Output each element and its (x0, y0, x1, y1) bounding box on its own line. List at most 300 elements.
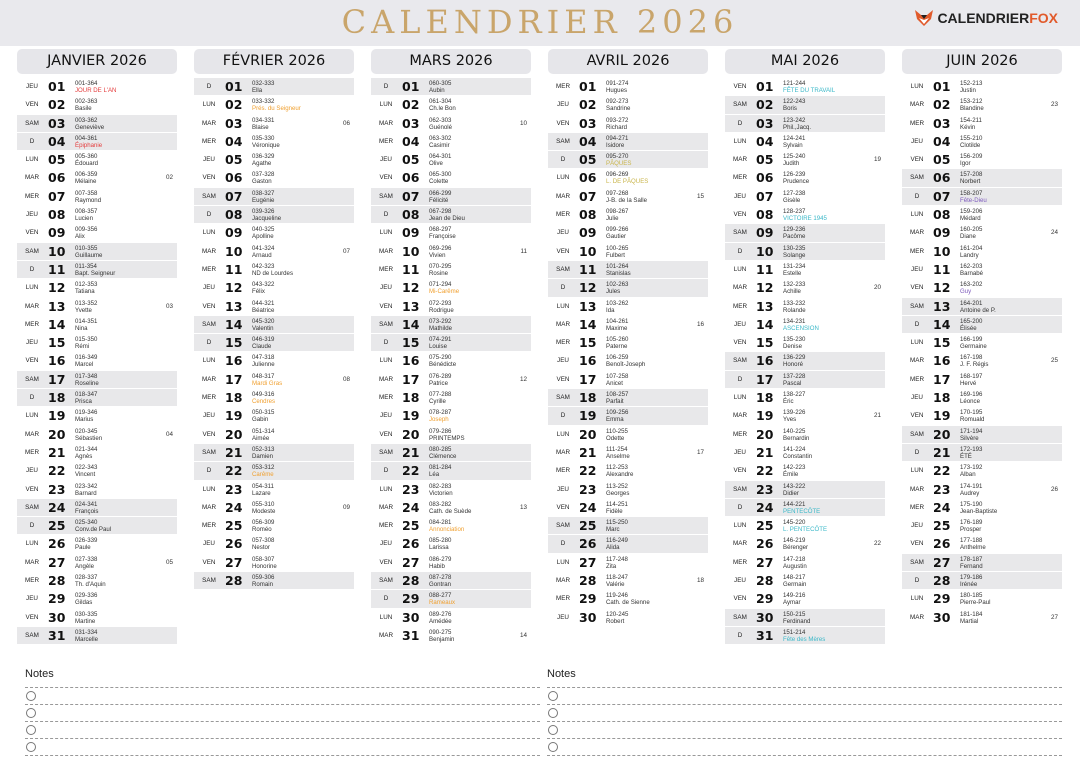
day-row[interactable] (725, 188, 885, 206)
day-of-year: 090-275 (429, 628, 452, 636)
day-row[interactable] (17, 554, 177, 572)
day-row[interactable] (548, 535, 708, 553)
day-of-year: 177-188 (960, 537, 983, 545)
saint-name: Solange (783, 251, 806, 259)
day-row[interactable] (548, 115, 708, 133)
day-name: LUN (910, 83, 924, 90)
day-row[interactable] (902, 334, 1062, 352)
month-column (548, 49, 708, 627)
day-row[interactable] (902, 499, 1062, 517)
day-row[interactable] (17, 151, 177, 169)
day-row[interactable] (371, 334, 531, 352)
saint-name: Véronique (252, 141, 280, 149)
day-of-year: 145-220 (783, 519, 806, 527)
day-row[interactable] (371, 224, 531, 242)
day-row[interactable] (371, 298, 531, 316)
day-row[interactable] (194, 316, 354, 334)
day-row[interactable] (17, 224, 177, 242)
notes-line[interactable] (25, 705, 540, 722)
days-list (371, 78, 531, 645)
day-number: 08 (225, 207, 243, 223)
day-row[interactable] (194, 96, 354, 114)
day-row[interactable] (371, 462, 531, 480)
day-row[interactable] (194, 243, 354, 261)
saint-name: Fernand (960, 562, 983, 570)
day-row[interactable] (17, 535, 177, 553)
day-row[interactable] (725, 224, 885, 242)
day-name: LUN (379, 101, 393, 109)
day-row[interactable] (902, 481, 1062, 499)
day-of-year: 114-251 (606, 500, 628, 508)
day-name: LUN (910, 211, 924, 219)
day-row[interactable] (194, 554, 354, 572)
notes-line[interactable] (547, 722, 1062, 739)
notes-line[interactable] (547, 739, 1062, 756)
day-row[interactable] (194, 499, 354, 517)
day-row[interactable] (17, 444, 177, 462)
day-row[interactable] (371, 133, 531, 151)
day-row[interactable] (194, 206, 354, 224)
day-row[interactable] (371, 499, 531, 517)
day-row[interactable] (548, 298, 708, 316)
day-row[interactable] (725, 499, 885, 517)
day-row[interactable] (17, 481, 177, 499)
day-number: 27 (756, 554, 774, 570)
day-row[interactable] (17, 590, 177, 608)
day-row[interactable] (17, 371, 177, 389)
saint-name: Valentin (252, 324, 274, 332)
day-name: D (383, 595, 389, 603)
day-row[interactable] (17, 206, 177, 224)
day-number: 25 (402, 518, 420, 534)
day-row[interactable] (194, 261, 354, 279)
day-row[interactable] (902, 371, 1062, 389)
day-number: 07 (933, 188, 951, 204)
day-row[interactable] (194, 169, 354, 187)
day-row[interactable] (548, 188, 708, 206)
day-row[interactable] (194, 389, 354, 407)
day-number: 16 (756, 353, 774, 369)
week-number: 07 (342, 247, 350, 255)
saint-name: Cyrille (429, 398, 446, 406)
day-name: LUN (733, 394, 747, 402)
day-row[interactable] (194, 298, 354, 316)
day-number: 25 (579, 518, 597, 534)
day-row[interactable] (371, 609, 531, 627)
day-row[interactable] (725, 389, 885, 407)
day-row[interactable] (902, 261, 1062, 279)
day-row[interactable] (902, 535, 1062, 553)
day-name: MER (556, 339, 570, 347)
holiday-label: Cendres (252, 398, 276, 406)
day-row[interactable] (194, 133, 354, 151)
day-row[interactable] (371, 96, 531, 114)
day-row[interactable] (725, 535, 885, 553)
day-name: LUN (25, 156, 39, 164)
day-row[interactable] (194, 462, 354, 480)
day-of-year: 167-198 (960, 354, 983, 362)
day-name: D (560, 156, 566, 164)
day-number: 22 (402, 463, 420, 479)
day-row[interactable] (371, 481, 531, 499)
saint-name: Apolline (252, 233, 274, 241)
day-row[interactable] (17, 352, 177, 370)
day-row[interactable] (194, 334, 354, 352)
day-row[interactable] (902, 224, 1062, 242)
day-row[interactable] (371, 590, 531, 608)
day-row[interactable] (548, 426, 708, 444)
day-name: LUN (733, 522, 747, 530)
day-row[interactable] (371, 151, 531, 169)
day-row[interactable] (902, 133, 1062, 151)
day-row[interactable] (548, 407, 708, 425)
day-row[interactable] (371, 78, 531, 96)
day-row[interactable] (17, 462, 177, 480)
day-row[interactable] (548, 389, 708, 407)
day-row[interactable] (194, 188, 354, 206)
day-name: MAR (556, 320, 570, 328)
day-of-year: 092-273 (606, 98, 629, 106)
day-row[interactable] (548, 316, 708, 334)
day-row[interactable] (371, 407, 531, 425)
saint-name: Valérie (606, 581, 625, 589)
day-row[interactable] (17, 572, 177, 590)
day-row[interactable] (17, 407, 177, 425)
day-number: 24 (756, 499, 774, 515)
day-name: VEN (733, 467, 747, 475)
day-number: 04 (933, 133, 951, 149)
day-of-year: 040-325 (252, 226, 275, 234)
notes-line[interactable] (547, 688, 1062, 705)
day-row[interactable] (725, 169, 885, 187)
day-row[interactable] (17, 426, 177, 444)
day-row[interactable] (17, 115, 177, 133)
day-number: 01 (933, 79, 951, 94)
day-row[interactable] (725, 115, 885, 133)
day-row[interactable] (371, 279, 531, 297)
week-number: 22 (873, 540, 881, 548)
day-row[interactable] (902, 151, 1062, 169)
day-row[interactable] (371, 188, 531, 206)
day-row[interactable] (194, 426, 354, 444)
day-row[interactable] (194, 371, 354, 389)
day-row[interactable] (548, 96, 708, 114)
day-row[interactable] (902, 389, 1062, 407)
saint-name: Victorien (429, 489, 453, 497)
day-row[interactable] (902, 243, 1062, 261)
day-name: JEU (380, 412, 392, 420)
saint-name: Kévin (960, 123, 976, 131)
day-of-year: 115-250 (606, 519, 628, 527)
day-row[interactable] (17, 133, 177, 151)
day-of-year: 088-277 (429, 592, 452, 600)
day-row[interactable] (548, 133, 708, 151)
day-row[interactable] (902, 78, 1062, 96)
day-of-year: 104-261 (606, 317, 629, 325)
day-row[interactable] (194, 407, 354, 425)
day-row[interactable] (371, 389, 531, 407)
day-row[interactable] (725, 444, 885, 462)
week-number: 18 (696, 577, 704, 585)
day-row[interactable] (725, 462, 885, 480)
day-row[interactable] (371, 535, 531, 553)
day-name: SAM (733, 613, 747, 621)
day-row[interactable] (548, 554, 708, 572)
notes-line[interactable] (25, 722, 540, 739)
day-row[interactable] (17, 389, 177, 407)
day-row[interactable] (902, 96, 1062, 114)
day-of-year: 131-234 (783, 262, 806, 270)
saint-name: Anselme (606, 452, 630, 460)
day-row[interactable] (548, 206, 708, 224)
day-number: 26 (225, 536, 243, 552)
day-name: VEN (910, 412, 924, 420)
day-row[interactable] (548, 261, 708, 279)
day-row[interactable] (194, 481, 354, 499)
day-name: JEU (380, 156, 392, 164)
day-row[interactable] (902, 444, 1062, 462)
day-row[interactable] (725, 554, 885, 572)
day-row[interactable] (725, 206, 885, 224)
day-row[interactable] (17, 169, 177, 187)
day-row[interactable] (548, 590, 708, 608)
day-number: 18 (579, 390, 597, 406)
day-row[interactable] (725, 572, 885, 590)
day-name: LUN (379, 229, 393, 237)
holiday-label: Mardi Gras (252, 379, 283, 387)
day-row[interactable] (902, 115, 1062, 133)
day-of-year: 007-358 (75, 189, 98, 197)
day-row[interactable] (194, 279, 354, 297)
day-name: LUN (25, 284, 39, 292)
day-row[interactable] (548, 517, 708, 535)
day-row[interactable] (725, 407, 885, 425)
day-row[interactable] (902, 206, 1062, 224)
day-row[interactable] (548, 352, 708, 370)
day-number: 25 (933, 518, 951, 534)
day-name: MER (556, 467, 570, 475)
day-row[interactable] (548, 499, 708, 517)
day-row[interactable] (725, 243, 885, 261)
saint-name: Gildas (75, 599, 93, 607)
day-row[interactable] (371, 444, 531, 462)
notes-line[interactable] (25, 739, 540, 756)
day-row[interactable] (902, 279, 1062, 297)
day-row[interactable] (194, 151, 354, 169)
day-row[interactable] (902, 169, 1062, 187)
day-row[interactable] (17, 188, 177, 206)
day-name: MAR (556, 577, 570, 585)
day-number: 03 (933, 115, 951, 131)
day-row[interactable] (17, 261, 177, 279)
day-number: 24 (579, 499, 597, 515)
day-row[interactable] (17, 499, 177, 517)
day-row[interactable] (17, 334, 177, 352)
day-row[interactable] (725, 151, 885, 169)
day-row[interactable] (548, 334, 708, 352)
day-row[interactable] (371, 554, 531, 572)
day-number: 23 (756, 481, 774, 497)
day-row[interactable] (902, 554, 1062, 572)
day-row[interactable] (371, 316, 531, 334)
saint-name: ÉTÉ (960, 452, 972, 460)
day-row[interactable] (725, 371, 885, 389)
saint-name: Lucien (75, 215, 93, 223)
notes-line[interactable] (547, 705, 1062, 722)
day-row[interactable] (194, 115, 354, 133)
day-name: VEN (202, 430, 216, 438)
day-row[interactable] (725, 426, 885, 444)
day-name: MAR (910, 101, 924, 109)
day-row[interactable] (371, 426, 531, 444)
day-row[interactable] (725, 96, 885, 114)
day-number: 12 (402, 280, 420, 296)
day-of-year: 108-257 (606, 391, 629, 399)
saint-name: Honoré (783, 361, 803, 369)
day-of-year: 174-191 (960, 482, 983, 490)
day-of-year: 125-240 (783, 153, 806, 161)
day-row[interactable] (17, 627, 177, 645)
day-row[interactable] (725, 261, 885, 279)
saint-name: Nestor (252, 544, 270, 552)
day-row[interactable] (371, 261, 531, 279)
day-name: VEN (910, 540, 924, 548)
day-row[interactable] (17, 316, 177, 334)
day-row[interactable] (548, 572, 708, 590)
day-row[interactable] (725, 78, 885, 96)
day-row[interactable] (371, 243, 531, 261)
day-row[interactable] (725, 316, 885, 334)
day-of-year: 003-362 (75, 116, 98, 124)
day-row[interactable] (194, 517, 354, 535)
day-number: 06 (225, 170, 243, 186)
saint-name: Alexandre (606, 471, 634, 479)
day-row[interactable] (725, 609, 885, 627)
day-row[interactable] (17, 517, 177, 535)
saint-name: Prosper (960, 526, 982, 534)
day-row[interactable] (902, 407, 1062, 425)
day-row[interactable] (194, 352, 354, 370)
day-row[interactable] (725, 298, 885, 316)
day-row[interactable] (548, 462, 708, 480)
day-row[interactable] (902, 517, 1062, 535)
day-row[interactable] (371, 169, 531, 187)
day-row[interactable] (371, 627, 531, 645)
month-column (725, 49, 885, 645)
day-name: LUN (556, 558, 570, 566)
day-row[interactable] (548, 609, 708, 627)
day-of-year: 033-332 (252, 98, 275, 106)
day-row[interactable] (194, 224, 354, 242)
day-name: VEN (25, 485, 39, 493)
day-row[interactable] (548, 151, 708, 169)
saint-name: Colette (429, 178, 449, 186)
day-row[interactable] (902, 426, 1062, 444)
day-row[interactable] (902, 188, 1062, 206)
day-number: 19 (225, 408, 243, 424)
day-row[interactable] (725, 590, 885, 608)
saint-name: Vincent (75, 471, 96, 479)
day-row[interactable] (725, 279, 885, 297)
day-name: MER (202, 522, 216, 530)
day-row[interactable] (725, 517, 885, 535)
day-number: 23 (579, 481, 597, 497)
day-row[interactable] (902, 590, 1062, 608)
day-row[interactable] (17, 243, 177, 261)
day-of-year: 075-290 (429, 354, 452, 362)
day-row[interactable] (17, 609, 177, 627)
saint-name: Geneviève (75, 123, 105, 131)
day-row[interactable] (725, 352, 885, 370)
day-row[interactable] (902, 298, 1062, 316)
day-row[interactable] (548, 243, 708, 261)
day-row[interactable] (194, 572, 354, 590)
day-row[interactable] (17, 96, 177, 114)
day-row[interactable] (548, 169, 708, 187)
saint-name: Jean de Dieu (429, 215, 465, 223)
day-row[interactable] (902, 572, 1062, 590)
day-number: 07 (48, 188, 66, 204)
day-row[interactable] (902, 462, 1062, 480)
day-row[interactable] (371, 206, 531, 224)
day-row[interactable] (548, 279, 708, 297)
day-number: 09 (579, 225, 597, 241)
day-of-year: 013-352 (75, 299, 98, 307)
day-name: SAM (379, 448, 393, 456)
day-row[interactable] (548, 224, 708, 242)
day-row[interactable] (371, 352, 531, 370)
day-row[interactable] (548, 444, 708, 462)
day-row[interactable] (17, 298, 177, 316)
week-number: 20 (873, 284, 881, 292)
day-of-year: 141-224 (783, 445, 806, 453)
day-row[interactable] (17, 78, 177, 96)
day-of-year: 001-364 (75, 80, 98, 87)
day-number: 01 (48, 79, 66, 94)
day-row[interactable] (725, 133, 885, 151)
day-name: MAR (379, 503, 393, 511)
day-row[interactable] (725, 334, 885, 352)
day-row[interactable] (902, 609, 1062, 627)
saint-name: Diane (960, 233, 976, 241)
day-number: 13 (579, 298, 597, 314)
day-row[interactable] (371, 517, 531, 535)
saint-name: Prudence (783, 178, 810, 186)
day-row[interactable] (725, 481, 885, 499)
day-name: D (29, 265, 35, 273)
day-row[interactable] (371, 115, 531, 133)
day-row[interactable] (371, 572, 531, 590)
day-row[interactable] (194, 444, 354, 462)
day-of-year: 054-311 (252, 482, 274, 490)
notes-line[interactable] (25, 688, 540, 705)
day-row[interactable] (194, 78, 354, 96)
day-row[interactable] (548, 78, 708, 96)
day-row[interactable] (548, 371, 708, 389)
day-row[interactable] (17, 279, 177, 297)
day-number: 31 (48, 627, 66, 643)
day-of-year: 124-241 (783, 134, 806, 142)
day-of-year: 052-313 (252, 445, 275, 453)
day-row[interactable] (902, 352, 1062, 370)
day-row[interactable] (902, 316, 1062, 334)
day-row[interactable] (194, 535, 354, 553)
day-name: LUN (202, 357, 216, 365)
day-row[interactable] (371, 371, 531, 389)
day-of-year: 119-246 (606, 592, 628, 600)
day-row[interactable] (725, 627, 885, 645)
day-row[interactable] (548, 481, 708, 499)
